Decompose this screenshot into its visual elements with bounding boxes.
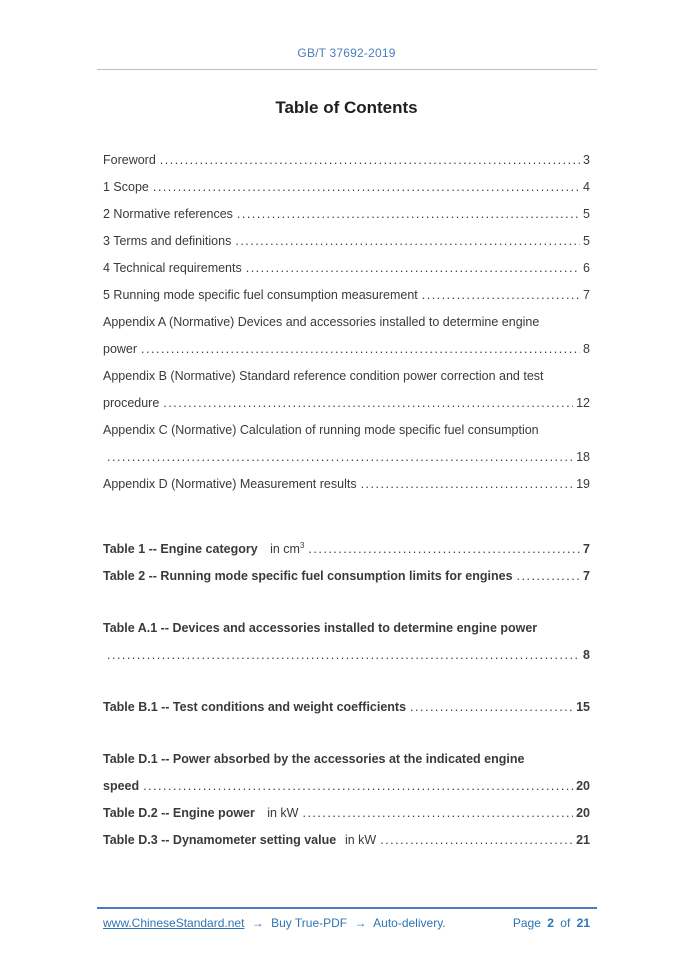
footer-delivery-text: Auto-delivery. [373, 916, 446, 930]
dot-leader [361, 471, 574, 498]
table-entry-label-line2: speed [103, 779, 140, 793]
toc-entry-label-line1: Appendix C (Normative) Calculation of running mode specific fuel consumption [103, 423, 539, 437]
table-entry-unit: in kW [267, 806, 299, 820]
header-divider [97, 69, 597, 70]
toc-entry-label-line2: procedure [103, 396, 160, 410]
table-entry-table-2 [103, 563, 590, 590]
toc-entry-appendix-c [103, 417, 590, 471]
page-label: Page [512, 916, 541, 930]
dot-leader [235, 228, 580, 255]
dot-leader [160, 147, 580, 174]
toc-entry-scope [103, 174, 590, 201]
page-header [0, 0, 693, 70]
dot-leader [107, 444, 573, 471]
dot-leader [308, 536, 580, 563]
toc-entry-label: 5 Running mode specific fuel consumption measurement [103, 288, 418, 302]
total-page-count: 21 [576, 916, 590, 930]
table-entry-page: 21 [576, 833, 590, 847]
toc-entry-page: 5 [583, 207, 590, 221]
table-entry-label: Table D.3 -- Dynamometer setting value [103, 833, 337, 847]
toc-entry-appendix-b [103, 363, 590, 417]
dot-leader [143, 773, 573, 800]
toc-entry-label: 2 Normative references [103, 207, 233, 221]
toc-entry-appendix-d [103, 471, 590, 498]
toc-entry-page: 18 [576, 450, 590, 464]
toc-entry-label-line1: Appendix B (Normative) Standard reference condition power correction and test [103, 369, 544, 383]
table-entry-table-d1 [103, 746, 590, 800]
toc-entry-normative-references [103, 201, 590, 228]
table-entry-label: Table B.1 -- Test conditions and weight coefficients [103, 700, 407, 714]
table-entry-label: Table 1 -- Engine category [103, 542, 258, 556]
toc-entry-appendix-a [103, 309, 590, 363]
toc-entry-label-line2: power [103, 342, 138, 356]
superscript: 3 [299, 540, 305, 550]
table-entry-page: 20 [576, 806, 590, 820]
table-entry-page: 20 [576, 779, 590, 793]
standard-number: GB/T 37692-2019 [297, 46, 396, 60]
footer-buy-text: Buy True-PDF [271, 916, 348, 930]
dot-leader [380, 827, 573, 854]
table-entry-label: Table 2 -- Running mode specific fuel consumption limits for engines [103, 569, 513, 583]
table-of-contents [103, 147, 590, 498]
toc-entry-page: 7 [583, 288, 590, 302]
table-entry-label-line1: Table D.1 -- Power absorbed by the accessories at the indicated engine [103, 752, 525, 766]
table-entry-page: 7 [583, 542, 590, 556]
dot-leader [410, 694, 573, 721]
dot-leader [302, 800, 573, 827]
toc-entry-terms-definitions [103, 228, 590, 255]
table-entry-label: Table D.2 -- Engine power [103, 806, 255, 820]
footer-divider [97, 907, 597, 909]
toc-entry-label-line1: Appendix A (Normative) Devices and accessories installed to determine engine [103, 315, 540, 329]
table-entry-table-b1 [103, 694, 590, 721]
dot-leader [237, 201, 580, 228]
toc-entry-page: 6 [583, 261, 590, 275]
current-page-number: 2 [547, 916, 554, 930]
page-footer [0, 907, 693, 930]
footer-tagline [103, 916, 446, 930]
toc-entry-foreword [103, 147, 590, 174]
table-entry-page: 15 [576, 700, 590, 714]
table-entry-page: 7 [583, 569, 590, 583]
toc-entry-label: 1 Scope [103, 180, 149, 194]
table-entry-table-d3 [103, 827, 590, 854]
toc-entry-page: 8 [583, 342, 590, 356]
dot-leader [422, 282, 580, 309]
dot-leader [163, 390, 573, 417]
table-entry-unit: in $cm^3$ [270, 540, 305, 556]
toc-entry-page: 19 [576, 477, 590, 491]
table-entry-page: 8 [583, 648, 590, 662]
dot-leader [517, 563, 581, 590]
toc-entry-label: Appendix D (Normative) Measurement results [103, 477, 357, 491]
toc-entry-running-mode [103, 282, 590, 309]
tables-list [103, 536, 590, 854]
table-entry-unit: in kW [344, 833, 377, 847]
table-entry-label-line1: Table A.1 -- Devices and accessories installed to determine engine power [103, 621, 538, 635]
dot-leader [141, 336, 580, 363]
toc-entry-page: 4 [583, 180, 590, 194]
dot-leader [107, 642, 580, 669]
dot-leader [246, 255, 580, 282]
table-entry-table-a1 [103, 615, 590, 669]
dot-leader [153, 174, 580, 201]
toc-entry-label: Foreword [103, 153, 156, 167]
toc-entry-page: 12 [576, 396, 590, 410]
table-entry-table-1 [103, 536, 590, 563]
page-title: Table of Contents [275, 98, 418, 117]
page-indicator [510, 916, 590, 930]
toc-entry-page: 5 [583, 234, 590, 248]
right-arrow-icon: → [354, 916, 367, 930]
of-label: of [560, 916, 571, 930]
toc-entry-page: 3 [583, 153, 590, 167]
toc-entry-technical-requirements [103, 255, 590, 282]
chinesestandard-link[interactable]: www.ChineseStandard.net [103, 916, 245, 930]
right-arrow-icon: → [251, 916, 264, 930]
toc-entry-label: 4 Technical requirements [103, 261, 242, 275]
toc-entry-label: 3 Terms and definitions [103, 234, 232, 248]
table-entry-table-d2 [103, 800, 590, 827]
